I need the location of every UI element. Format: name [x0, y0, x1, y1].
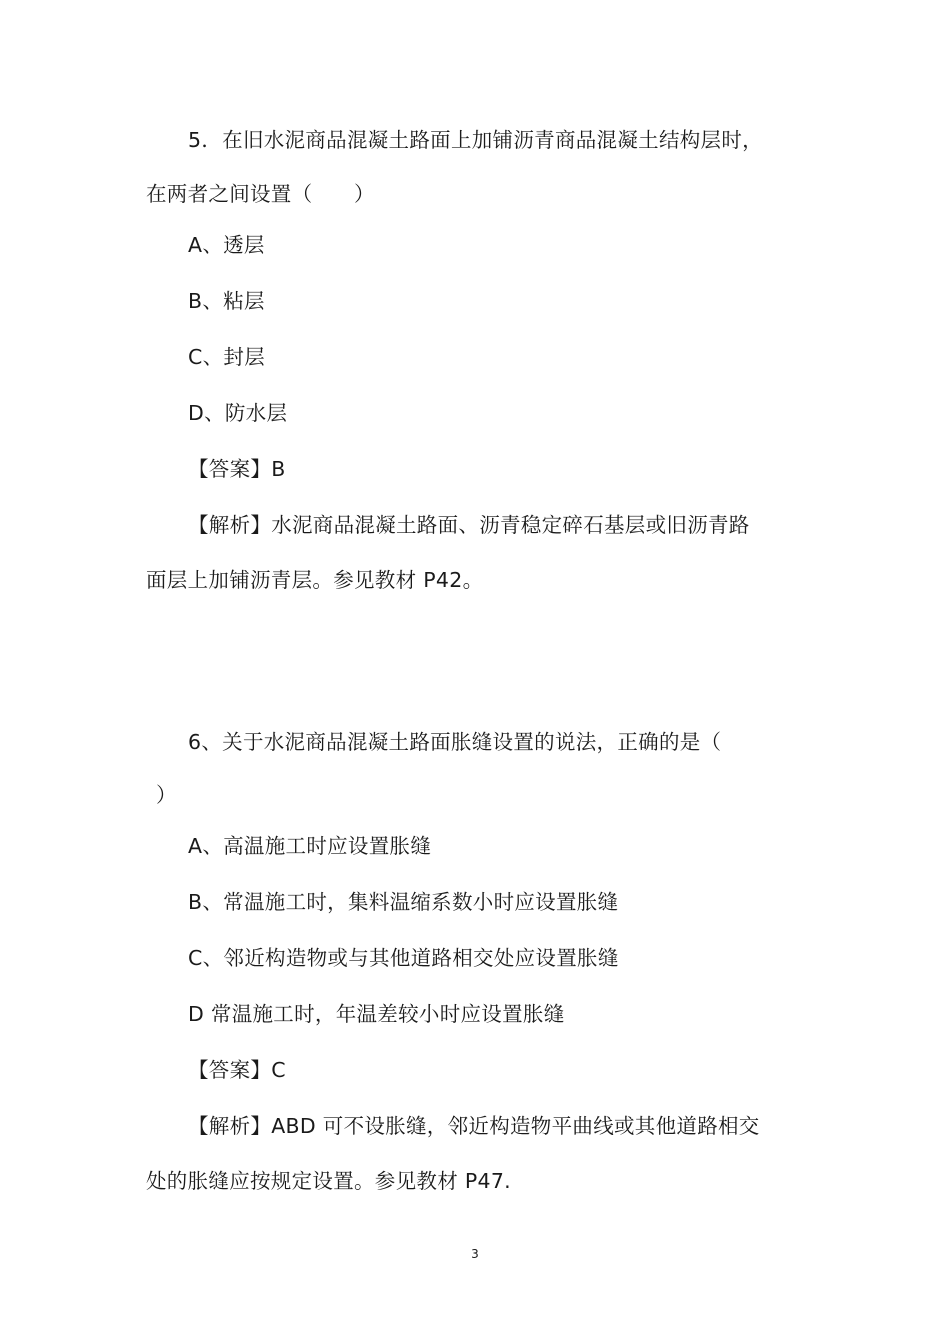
question-6-analysis-line-1: 【解析】ABD 可不设胀缝，邻近构造物平曲线或其他道路相交	[188, 1114, 760, 1138]
question-6-option-c: C、邻近构造物或与其他道路相交处应设置胀缝	[188, 946, 619, 970]
question-5-stem-line-1: 5．在旧水泥商品混凝土路面上加铺沥青商品混凝土结构层时，	[188, 128, 763, 152]
question-5-analysis-line-1: 【解析】水泥商品混凝土路面、沥青稳定碎石基层或旧沥青路	[188, 513, 750, 537]
question-5-answer: 【答案】B	[188, 457, 286, 481]
question-5-option-b: B、粘层	[188, 289, 265, 313]
question-5-option-d: D、防水层	[188, 401, 288, 425]
question-6-stem-line-2: ）	[156, 783, 177, 807]
question-6-analysis-line-2: 处的胀缝应按规定设置。参见教材 P47.	[146, 1169, 511, 1193]
question-6-option-b: B、常温施工时，集料温缩系数小时应设置胀缝	[188, 890, 619, 914]
question-5-stem-line-2: 在两者之间设置（ ）	[146, 182, 375, 206]
question-5-option-c: C、封层	[188, 345, 266, 369]
question-6-stem-line-1: 6、关于水泥商品混凝土路面胀缝设置的说法，正确的是（	[188, 730, 722, 754]
question-6-option-a: A、高温施工时应设置胀缝	[188, 834, 432, 858]
question-6-answer: 【答案】C	[188, 1058, 286, 1082]
question-5-option-a: A、透层	[188, 233, 265, 257]
question-5-analysis-line-2: 面层上加铺沥青层。参见教材 P42。	[146, 568, 484, 592]
page-number: 3	[471, 1247, 479, 1261]
question-6-option-d: D 常温施工时，年温差较小时应设置胀缝	[188, 1002, 565, 1026]
